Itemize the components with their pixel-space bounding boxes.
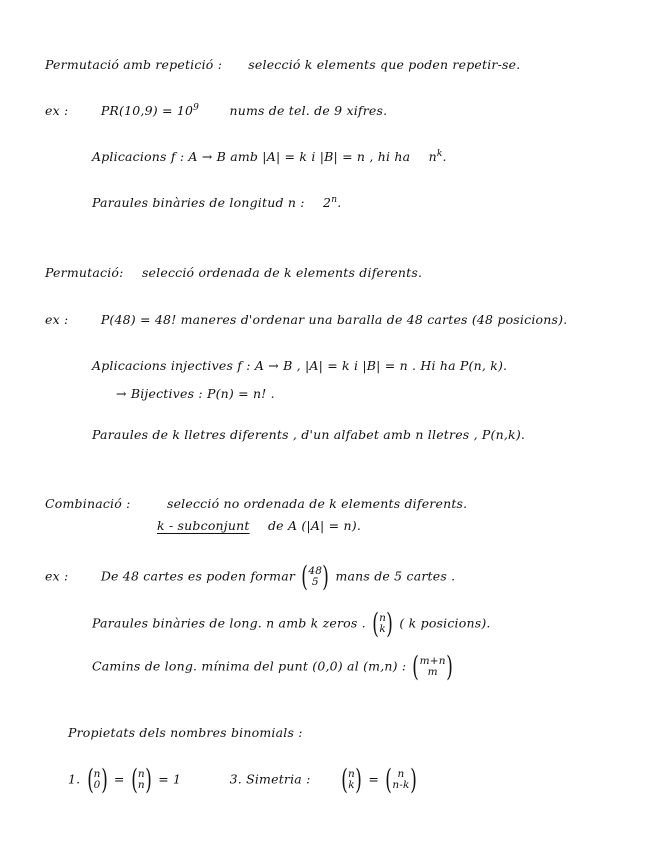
comb-definition-line-2 <box>157 518 361 533</box>
binom-bottom: 5 <box>311 576 319 588</box>
perm-ex1-text: P(48) = 48! maneres d'ordenar una baralla de 48 cartes (48 posicions). <box>100 312 568 327</box>
properties-title-line <box>68 725 303 740</box>
binom-bottom: k <box>348 779 355 791</box>
comb-def: selecció no ordenada de k elements diferents. <box>166 496 468 511</box>
comb-term: Combinació <box>45 496 122 511</box>
comb-example-1 <box>45 560 456 593</box>
binom-top: n <box>137 768 145 780</box>
comb-example-3 <box>92 650 455 683</box>
comb-ex1-text: De 48 cartes es poden formar <box>100 568 296 584</box>
perm-rep-colon: : <box>217 57 223 72</box>
comb-colon: : <box>126 496 131 511</box>
equals-sign: = <box>113 771 125 787</box>
perm-rep-example-3 <box>92 195 341 210</box>
binomial-48-5: ( 48 5 ) <box>301 560 330 593</box>
binomial-n-k: ( n k ) <box>372 607 394 640</box>
ex-label: ex : <box>45 103 69 119</box>
binom-bottom: k <box>379 623 386 635</box>
perm-rep-ex3-result: 2 <box>323 195 332 211</box>
binom-top: n <box>379 612 387 624</box>
ex-label: ex : <box>45 568 69 584</box>
binom-top: n <box>93 768 101 780</box>
properties-row <box>68 763 419 796</box>
perm-rep-ex3-result-exp: n <box>331 195 338 205</box>
perm-rep-example-2 <box>92 149 447 164</box>
period: . <box>442 149 447 165</box>
perm-example-2 <box>92 358 507 373</box>
binom-bottom: m <box>427 666 438 678</box>
period: . <box>337 195 342 211</box>
binom-bottom: n-k <box>392 779 410 791</box>
binomial-n-n: ( n n ) <box>131 763 152 796</box>
binom-bottom: 0 <box>93 779 101 791</box>
perm-rep-term: Permutació amb repetició <box>45 57 214 72</box>
comb-example-2 <box>92 607 491 640</box>
perm-example-3 <box>92 427 525 442</box>
property-3-number: 3. <box>229 771 242 787</box>
perm-rep-ex1-text: nums de tel. de 9 xifres. <box>229 103 388 119</box>
perm-term: Permutació <box>45 265 120 280</box>
perm-ex3-text: Paraules de k lletres diferents , d'un alfabet amb n lletres , P(n,k). <box>92 427 526 442</box>
perm-rep-formula-exp: 9 <box>193 103 200 113</box>
equals-sign: = <box>368 771 380 787</box>
binom-bottom: n <box>137 779 145 791</box>
perm-rep-example-1 <box>45 103 387 118</box>
perm-ex2-text: Aplicacions injectives f : A → B , |A| = k i |B| = n . Hi ha P(n, k). <box>92 358 508 373</box>
binom-top: n <box>348 768 356 780</box>
perm-definition-line <box>45 265 422 280</box>
binomial-n-0: ( n 0 ) <box>86 763 108 796</box>
perm-rep-definition-line <box>45 57 520 72</box>
binomial-n-n-minus-k: ( n n-k ) <box>385 763 417 796</box>
binom-top: n <box>397 768 405 780</box>
properties-title: Propietats dels nombres binomials : <box>68 725 303 740</box>
comb-definition-line <box>45 496 467 511</box>
comb-ex2-text: Paraules binàries de long. n amb k zeros . <box>92 615 366 631</box>
ex-label: ex : <box>45 312 69 327</box>
perm-example-1 <box>45 312 567 327</box>
binomial-m-plus-n-m: ( m+n m ) <box>412 650 453 683</box>
perm-rep-ex3-text: Paraules binàries de longitud n : <box>92 195 305 211</box>
equals-one: = 1 <box>158 771 182 787</box>
perm-rep-ex2-result: n <box>428 149 437 165</box>
binom-top: 48 <box>308 565 323 577</box>
perm-ex2b-text: → Bijectives : P(n) = n! . <box>116 386 275 401</box>
perm-def: selecció ordenada de k elements diferents. <box>141 265 423 280</box>
perm-rep-def: selecció k elements que poden repetir-se. <box>248 57 521 72</box>
perm-colon: : <box>119 265 124 280</box>
property-1-number: 1. <box>68 771 81 787</box>
perm-example-2b <box>116 386 275 401</box>
binomial-n-k-sym: ( n k ) <box>341 763 362 796</box>
comb-ex3-text: Camins de long. mínima del punt (0,0) al (m,n) : <box>92 658 407 674</box>
perm-rep-ex2-result-exp: k <box>436 149 443 159</box>
comb-def2: de A (|A| = n). <box>267 518 361 533</box>
perm-rep-formula: PR(10,9) = 10 <box>100 103 194 119</box>
binom-top: m+n <box>419 655 446 667</box>
perm-rep-ex2-text: Aplicacions f : A → B amb |A| = k i |B| = n , hi ha <box>92 149 411 165</box>
comb-ex1-text-end: mans de 5 cartes . <box>335 568 456 584</box>
comb-subset-term: k - subconjunt <box>157 518 250 533</box>
comb-ex2-text-end: ( k posicions). <box>399 615 491 631</box>
property-3-label: Simetria : <box>246 771 311 787</box>
